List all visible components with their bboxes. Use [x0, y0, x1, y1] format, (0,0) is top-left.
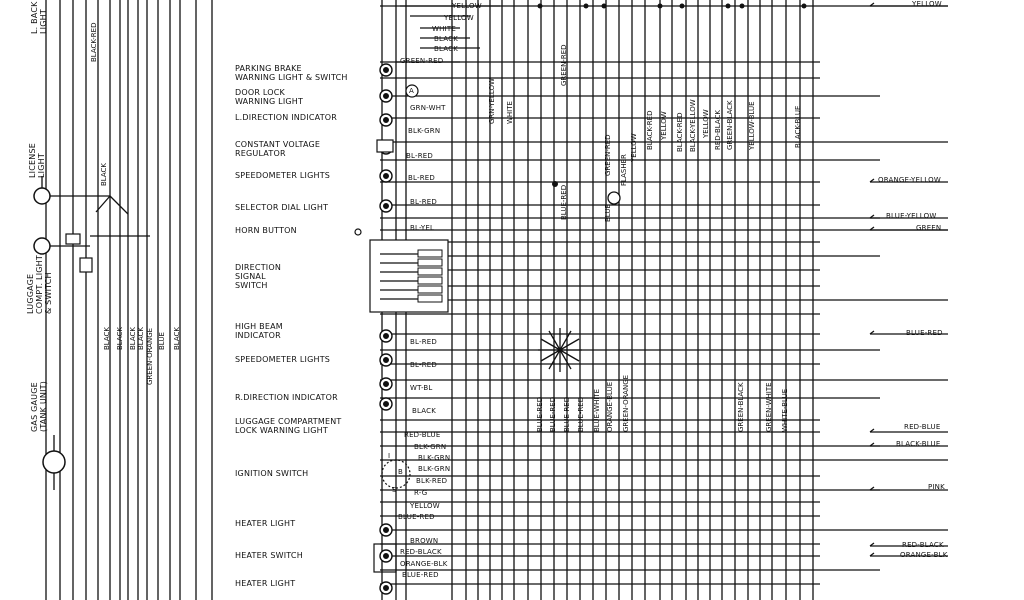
vwire-green-black-1: GREEN-BLACK: [726, 100, 734, 150]
conn-bl-yel: BL-YEL: [410, 224, 435, 232]
bundle-label-1: BLACK: [103, 326, 111, 350]
bundle-label-2: BLACK: [116, 326, 124, 350]
vwire-yellow-3: YELLOW: [702, 109, 710, 138]
right-wire-orange-yellow: ORANGE-YELLOW: [878, 176, 941, 184]
junction-dot-icon: [584, 4, 589, 9]
switch-contact-icon: [418, 286, 442, 293]
right-wire-yellow: YELLOW: [912, 0, 942, 8]
right-wire-black-blue: BLACK-BLUE: [896, 440, 941, 448]
license-light-label: LICENSE LIGHT: [28, 143, 46, 178]
door-lock-warning-label: DOOR LOCK WARNING LIGHT: [235, 88, 304, 106]
vwire-grn-yellow: GRN-YELLOW: [488, 78, 496, 124]
vwire-green-red-2: GREEN-RED: [604, 134, 612, 176]
high-beam-indicator-label: HIGH BEAM INDICATOR: [235, 322, 283, 340]
horn-button-label: HORN BUTTON: [235, 226, 297, 235]
ignition-switch-label: IGNITION SWITCH: [235, 469, 309, 478]
right-wire-green: GREEN: [916, 224, 942, 232]
heater-light-label-1: HEATER LIGHT: [235, 519, 296, 528]
conn-r-g: R-G: [414, 489, 428, 497]
heater-switch-label: HEATER SWITCH: [235, 551, 303, 560]
constant-voltage-regulator-label: CONSTANT VOLTAGE REGULATOR: [235, 140, 321, 158]
junction-dot-icon: [602, 4, 607, 9]
vwire-low-green-white: GREEN-WHITE: [765, 382, 773, 432]
parking-brake-warning-label: PARKING BRAKE WARNING LIGHT & SWITCH: [235, 64, 348, 82]
conn-blk-grn-3: BLK-GRN: [418, 454, 451, 462]
conn-bl-red-1: BL-RED: [406, 152, 433, 160]
lamp-center-icon: [384, 554, 389, 559]
vwire-low-green-orange: GREEN-ORANGE: [622, 374, 630, 432]
right-wire-orange-blk: ORANGE-BLK: [900, 551, 948, 559]
r-direction-indicator-label: R.DIRECTION INDICATOR: [235, 393, 338, 402]
right-wire-red-blue: RED-BLUE: [904, 423, 941, 431]
vwire-low-blue-red-2: BLUE-RED: [549, 396, 557, 432]
conn-bl-red-3: BL-RED: [410, 198, 437, 206]
top-wire-green-red: GREEN-RED: [400, 57, 444, 65]
junction-dot-icon: [680, 4, 685, 9]
vwire-black-yellow: BLACK-YELLOW: [689, 99, 697, 152]
switch-icon: [80, 258, 92, 272]
direction-signal-switch-label: DIRECTION SIGNAL SWITCH: [235, 263, 282, 290]
gas-gauge-label: GAS GAUGE (TANK UNIT): [30, 380, 48, 432]
conn-bl-red-2: BL-RED: [408, 174, 435, 182]
vwire-low-white-blue: WHITE-BLUE: [781, 388, 789, 432]
conn-blk-grn-4: BLK-GRN: [418, 465, 451, 473]
conn-grn-wht: GRN-WHT: [410, 104, 446, 112]
top-wire-black-1: BLACK: [434, 35, 459, 43]
vwire-black-red-1: BLACK-RED: [646, 110, 654, 150]
vwire-low-orange-blue: ORANGE-BLUE: [606, 381, 614, 432]
vwire-blue-red: BLUE-RED: [560, 184, 568, 220]
lamp-center-icon: [384, 586, 389, 591]
lamp-center-icon: [384, 174, 389, 179]
lamp-center-icon: [384, 382, 389, 387]
top-wire-black-2: BLACK: [434, 45, 459, 53]
vwire-green-red-1: GREEN-RED: [560, 44, 568, 86]
wire-label-black-red-top: BLACK-RED: [90, 22, 98, 62]
lamp-center-icon: [384, 118, 389, 123]
splice-dot-icon: [552, 181, 558, 187]
license-lamp-icon: [34, 188, 50, 204]
conn-red-blue: RED-BLUE: [404, 431, 441, 439]
conn-yellow: YELLOW: [410, 502, 440, 510]
switch-contact-icon: [418, 268, 442, 275]
conn-black: BLACK: [412, 407, 437, 415]
lamp-center-icon: [384, 334, 389, 339]
conn-bl-red-4: BL-RED: [410, 338, 437, 346]
speedometer-lights-label-1: SPEEDOMETER LIGHTS: [235, 171, 331, 180]
connector-block-icon: [66, 234, 80, 244]
vwire-low-blue-white: BLUE-WHITE: [593, 388, 601, 432]
conn-blue-red-2: BLUE-RED: [402, 571, 439, 579]
lamp-center-icon: [384, 204, 389, 209]
vwire-blue: BLUE: [604, 204, 612, 222]
bundle-label-4: BLACK: [137, 326, 145, 350]
vwire-low-blue-red-1: BLUE-RED: [536, 396, 544, 432]
lamp-center-icon: [384, 358, 389, 363]
terminal-b: B: [398, 468, 404, 476]
speedometer-lights-label-2: SPEEDOMETER LIGHTS: [235, 355, 331, 364]
l-direction-indicator-label: L.DIRECTION INDICATOR: [235, 113, 338, 122]
vwire-low-green-black: GREEN-BLACK: [737, 382, 745, 432]
vwire-low-blue-red-4: BLUE-RED: [577, 396, 585, 432]
junction-dot-icon: [726, 4, 731, 9]
terminal-i: I: [388, 452, 391, 460]
vwire-black-blue: BLACK-BLUE: [794, 105, 802, 148]
luggage-light-label: LUGGAGE COMPT. LIGHT & SWITCH: [26, 255, 53, 314]
top-wire-white: WHITE: [432, 25, 456, 33]
heater-light-label-2: HEATER LIGHT: [235, 579, 296, 588]
conn-wt-bl: WT-BL: [410, 384, 433, 392]
conn-blk-grn-2: BLK-GRN: [414, 443, 447, 451]
vwire-yellow-1: YELLOW: [630, 133, 638, 162]
lamp-center-icon: [384, 68, 389, 73]
conn-orange-blk: ORANGE-BLK: [400, 560, 448, 568]
bundle-label-7: BLACK: [173, 326, 181, 350]
luggage-lamp-icon: [34, 238, 50, 254]
vwire-low-blue-red-3: BLUE-RED: [563, 396, 571, 432]
luggage-lock-warning-label: LUGGAGE COMPARTMENT LOCK WARNING LIGHT: [235, 417, 342, 435]
bundle-label-3: BLACK: [129, 326, 137, 350]
junction-dot-icon: [740, 4, 745, 9]
conn-blk-red: BLK-RED: [416, 477, 448, 485]
horn-button-icon: [355, 229, 361, 235]
terminal-s: S: [392, 486, 397, 494]
conn-brown: BROWN: [410, 537, 439, 545]
switch-contact-icon: [418, 277, 442, 284]
lamp-center-icon: [384, 94, 389, 99]
right-wire-red-black: RED-BLACK: [902, 541, 944, 549]
vwire-white: WHITE: [506, 101, 514, 124]
backup-light-label: L. BACK LIGHT: [30, 1, 48, 34]
right-wire-blue-red: BLUE-RED: [906, 329, 943, 337]
switch-contact-icon: [418, 295, 442, 302]
right-wire-blue-yellow: BLUE-YELLOW: [886, 212, 937, 220]
conn-bl-red-5: BL-RED: [410, 361, 437, 369]
vwire-yellow-2: YELLOW: [660, 111, 668, 140]
lamp-center-icon: [384, 528, 389, 533]
selector-dial-light-label: SELECTOR DIAL LIGHT: [235, 203, 329, 212]
top-wire-yellow-1: YELLOW: [452, 2, 482, 10]
switch-contact-icon: [418, 250, 442, 257]
conn-red-black: RED-BLACK: [400, 548, 442, 556]
junction-dot-icon: [658, 4, 663, 9]
junction-dot-icon: [538, 4, 543, 9]
terminal-a: A: [409, 87, 414, 95]
vwire-red-black: RED-BLACK: [714, 110, 722, 150]
bundle-label-6: BLUE: [158, 332, 166, 350]
top-wire-yellow-2: YELLOW: [444, 14, 474, 22]
junction-dot-icon: [802, 4, 807, 9]
wire-label-black: BLACK: [100, 162, 108, 186]
conn-blk-grn: BLK-GRN: [408, 127, 441, 135]
flasher-label: FLASHER: [620, 154, 628, 186]
vwire-black-red-2: BLACK-RED: [676, 112, 684, 152]
flasher-icon: [608, 192, 620, 204]
right-wire-pink: PINK: [928, 483, 945, 491]
bundle-label-5: GREEN-ORANGE: [146, 327, 154, 385]
vwire-yellow-blue: YELLOW-BLUE: [748, 101, 756, 150]
conn-blue-red: BLUE-RED: [398, 513, 435, 521]
switch-contact-icon: [418, 259, 442, 266]
lamp-center-icon: [384, 402, 389, 407]
splice: [110, 196, 128, 214]
gas-gauge-icon: [43, 451, 65, 473]
regulator-icon: [377, 140, 393, 152]
